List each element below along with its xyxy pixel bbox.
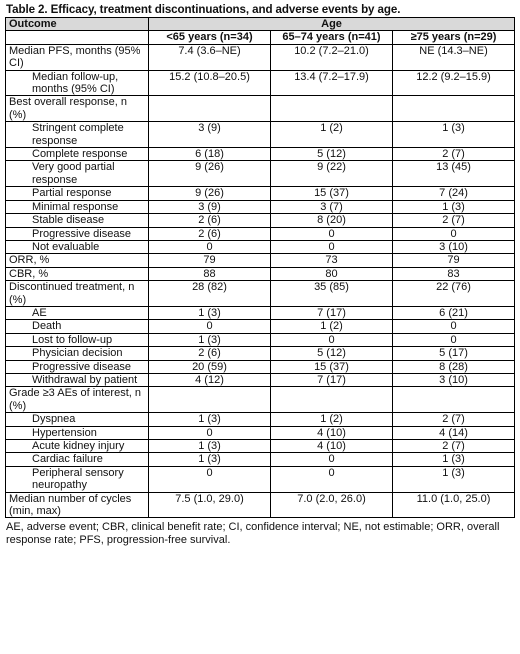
value-cell: 3 (7) <box>271 200 393 213</box>
value-cell: 7.5 (1.0, 29.0) <box>149 492 271 518</box>
value-cell: 2 (7) <box>393 214 515 227</box>
value-cell <box>149 96 271 122</box>
value-cell: 13.4 (7.2–17.9) <box>271 70 393 96</box>
row-label: ORR, % <box>6 254 149 267</box>
value-cell: 3 (10) <box>393 240 515 253</box>
value-cell: 8 (20) <box>271 214 393 227</box>
efficacy-table <box>5 17 515 518</box>
table-footnote: AE, adverse event; CBR, clinical benefit rate; CI, confidence interval; NE, not estimable; ORR, overall response rate; PFS, progression-free survival. <box>6 521 500 546</box>
row-label: Complete response <box>6 148 149 161</box>
header-row <box>6 18 515 31</box>
value-cell: 1 (2) <box>271 320 393 333</box>
value-cell: 4 (10) <box>271 426 393 439</box>
value-cell: 8 (28) <box>393 360 515 373</box>
value-cell: 0 <box>149 426 271 439</box>
age-group-header: ≥75 years (n=29) <box>393 31 515 44</box>
value-cell: 2 (6) <box>149 214 271 227</box>
value-cell: 13 (45) <box>393 161 515 187</box>
value-cell: 0 <box>393 333 515 346</box>
value-cell: 12.2 (9.2–15.9) <box>393 70 515 96</box>
row-label: Withdrawal by patient <box>6 373 149 386</box>
value-cell: 88 <box>149 267 271 280</box>
row-label: Stable disease <box>6 214 149 227</box>
value-cell: 1 (3) <box>149 413 271 426</box>
table-row <box>6 360 515 373</box>
value-cell: 1 (3) <box>393 200 515 213</box>
value-cell: 2 (7) <box>393 148 515 161</box>
value-cell: 0 <box>271 333 393 346</box>
value-cell: 0 <box>149 240 271 253</box>
value-cell: 3 (9) <box>149 122 271 148</box>
value-cell: 6 (21) <box>393 306 515 319</box>
value-cell: 6 (18) <box>149 148 271 161</box>
value-cell: 15.2 (10.8–20.5) <box>149 70 271 96</box>
table-row <box>6 200 515 213</box>
outcome-header: Outcome <box>6 18 149 31</box>
value-cell: 1 (3) <box>149 306 271 319</box>
value-cell: 15 (37) <box>271 360 393 373</box>
value-cell: 7 (17) <box>271 373 393 386</box>
row-label: Hypertension <box>6 426 149 439</box>
table-caption: Table 2. Efficacy, treatment discontinuations, and adverse events by age. <box>6 3 401 16</box>
row-label: Not evaluable <box>6 240 149 253</box>
row-label: Death <box>6 320 149 333</box>
row-label: Progressive disease <box>6 227 149 240</box>
value-cell <box>271 96 393 122</box>
value-cell: NE (14.3–NE) <box>393 44 515 70</box>
table-row <box>6 347 515 360</box>
value-cell: 0 <box>271 466 393 492</box>
value-cell: 7.4 (3.6–NE) <box>149 44 271 70</box>
value-cell <box>271 387 393 413</box>
table-row <box>6 187 515 200</box>
row-label: CBR, % <box>6 267 149 280</box>
value-cell: 3 (10) <box>393 373 515 386</box>
row-label: Discontinued treatment, n (%) <box>6 281 149 307</box>
value-cell: 20 (59) <box>149 360 271 373</box>
value-cell: 7.0 (2.0, 26.0) <box>271 492 393 518</box>
value-cell: 73 <box>271 254 393 267</box>
table-row <box>6 333 515 346</box>
value-cell: 80 <box>271 267 393 280</box>
table-row <box>6 148 515 161</box>
row-label: Median number of cycles (min, max) <box>6 492 149 518</box>
table-row <box>6 320 515 333</box>
age-group-header-row <box>6 31 515 44</box>
row-label: Dyspnea <box>6 413 149 426</box>
value-cell: 28 (82) <box>149 281 271 307</box>
table-row <box>6 70 515 96</box>
table-row <box>6 281 515 307</box>
table-row <box>6 453 515 466</box>
age-group-header: <65 years (n=34) <box>149 31 271 44</box>
table-row <box>6 413 515 426</box>
value-cell: 3 (9) <box>149 200 271 213</box>
value-cell: 0 <box>271 227 393 240</box>
value-cell: 1 (3) <box>149 333 271 346</box>
row-label: Progressive disease <box>6 360 149 373</box>
table-row <box>6 44 515 70</box>
value-cell: 0 <box>393 227 515 240</box>
value-cell: 10.2 (7.2–21.0) <box>271 44 393 70</box>
value-cell: 1 (3) <box>149 453 271 466</box>
table-row <box>6 440 515 453</box>
value-cell: 9 (26) <box>149 161 271 187</box>
value-cell: 1 (3) <box>393 453 515 466</box>
value-cell: 1 (2) <box>271 122 393 148</box>
value-cell: 4 (14) <box>393 426 515 439</box>
value-cell: 22 (76) <box>393 281 515 307</box>
value-cell: 0 <box>271 453 393 466</box>
table-row <box>6 426 515 439</box>
row-label: Partial response <box>6 187 149 200</box>
value-cell: 2 (6) <box>149 227 271 240</box>
value-cell: 4 (12) <box>149 373 271 386</box>
row-label: Physician decision <box>6 347 149 360</box>
value-cell: 1 (3) <box>393 122 515 148</box>
row-label: Median follow-up, months (95% CI) <box>6 70 149 96</box>
value-cell: 9 (26) <box>149 187 271 200</box>
table-body <box>6 44 515 518</box>
value-cell <box>393 96 515 122</box>
value-cell: 1 (2) <box>271 413 393 426</box>
value-cell: 79 <box>149 254 271 267</box>
row-label: Stringent complete response <box>6 122 149 148</box>
row-label: Grade ≥3 AEs of interest, n (%) <box>6 387 149 413</box>
row-label: Best overall response, n (%) <box>6 96 149 122</box>
value-cell: 2 (7) <box>393 440 515 453</box>
table-row <box>6 373 515 386</box>
value-cell: 0 <box>393 320 515 333</box>
age-group-header: 65–74 years (n=41) <box>271 31 393 44</box>
table-row <box>6 267 515 280</box>
row-label: Acute kidney injury <box>6 440 149 453</box>
value-cell <box>149 387 271 413</box>
row-label: Median PFS, months (95% CI) <box>6 44 149 70</box>
value-cell: 7 (17) <box>271 306 393 319</box>
value-cell: 5 (17) <box>393 347 515 360</box>
value-cell: 0 <box>149 320 271 333</box>
table-row <box>6 466 515 492</box>
value-cell: 0 <box>271 240 393 253</box>
row-label: Peripheral sensory neuropathy <box>6 466 149 492</box>
value-cell: 35 (85) <box>271 281 393 307</box>
value-cell: 15 (37) <box>271 187 393 200</box>
value-cell: 1 (3) <box>149 440 271 453</box>
table-row <box>6 254 515 267</box>
value-cell: 79 <box>393 254 515 267</box>
row-label: Very good partial response <box>6 161 149 187</box>
table-row <box>6 387 515 413</box>
value-cell: 2 (6) <box>149 347 271 360</box>
table-row <box>6 240 515 253</box>
row-label: Lost to follow-up <box>6 333 149 346</box>
value-cell: 2 (7) <box>393 413 515 426</box>
row-label: Cardiac failure <box>6 453 149 466</box>
blank-header-cell <box>6 31 149 44</box>
row-label: Minimal response <box>6 200 149 213</box>
table-row <box>6 122 515 148</box>
value-cell: 11.0 (1.0, 25.0) <box>393 492 515 518</box>
row-label: AE <box>6 306 149 319</box>
table-row <box>6 492 515 518</box>
value-cell: 7 (24) <box>393 187 515 200</box>
value-cell: 5 (12) <box>271 148 393 161</box>
value-cell: 5 (12) <box>271 347 393 360</box>
value-cell: 1 (3) <box>393 466 515 492</box>
table-row <box>6 306 515 319</box>
table-row <box>6 214 515 227</box>
table-row <box>6 227 515 240</box>
value-cell: 83 <box>393 267 515 280</box>
age-header: Age <box>149 18 515 31</box>
table-row <box>6 161 515 187</box>
table-row <box>6 96 515 122</box>
value-cell: 9 (22) <box>271 161 393 187</box>
value-cell <box>393 387 515 413</box>
value-cell: 0 <box>149 466 271 492</box>
value-cell: 4 (10) <box>271 440 393 453</box>
